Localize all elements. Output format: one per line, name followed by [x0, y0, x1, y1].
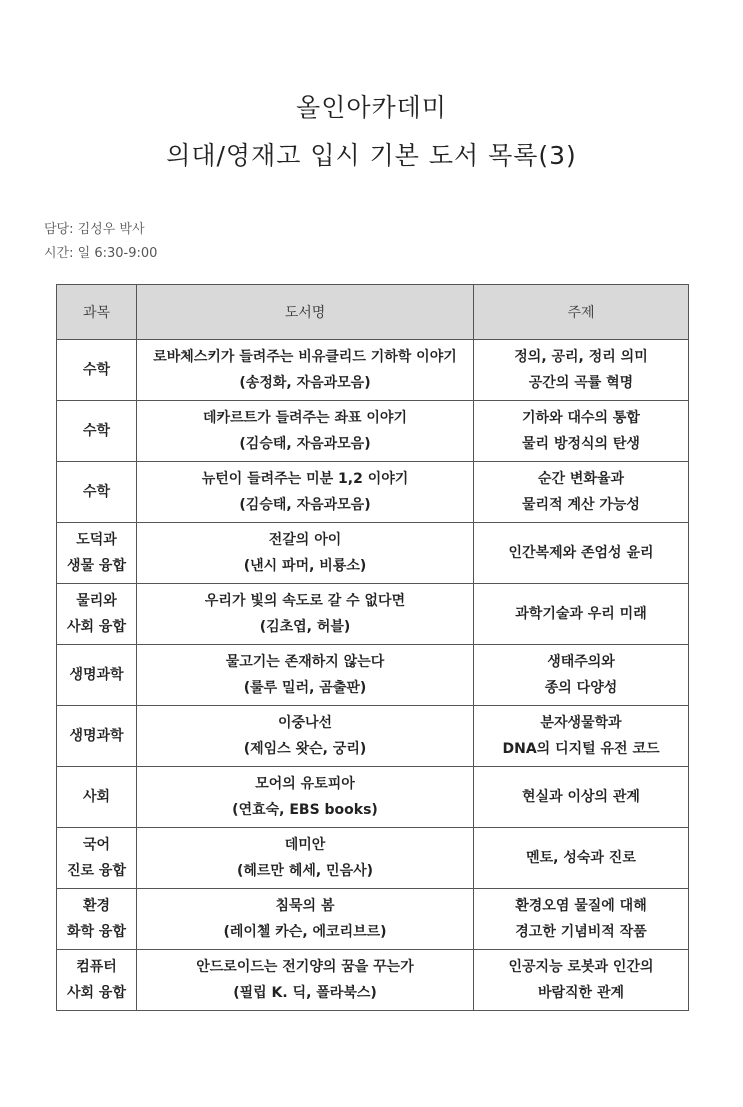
- book-cell: [137, 706, 474, 767]
- subject-cell: [57, 950, 137, 1011]
- book-line: (연효숙, EBS books): [232, 802, 378, 818]
- table-row: [57, 340, 689, 401]
- topic-cell: [474, 767, 689, 828]
- book-line: 우리가 빛의 속도로 갈 수 없다면: [204, 593, 406, 609]
- topic-line: 과학기술과 우리 미래: [515, 606, 647, 622]
- subject-cell: [57, 584, 137, 645]
- topic-line: 기하와 대수의 통합: [522, 410, 640, 426]
- subject-line: 환경: [82, 898, 111, 914]
- teacher-line: 담당: 김성우 박사: [44, 222, 145, 237]
- book-line: 전갈의 아이: [268, 532, 342, 548]
- topic-cell: [474, 462, 689, 523]
- subject-line: 사회 융합: [67, 619, 126, 635]
- topic-cell: [474, 340, 689, 401]
- book-line: 모어의 유토피아: [255, 776, 355, 792]
- topic-line: 환경오염 물질에 대해: [515, 898, 647, 914]
- topic-line: 생태주의와: [547, 654, 615, 670]
- subject-line: 국어: [82, 837, 111, 853]
- subject-cell: [57, 889, 137, 950]
- topic-line: 경고한 기념비적 작품: [515, 924, 647, 940]
- academy-name: 올인아카데미: [296, 93, 447, 122]
- book-cell: [137, 645, 474, 706]
- book-cell: [137, 889, 474, 950]
- topic-line: 인공지능 로봇과 인간의: [508, 959, 654, 975]
- subject-line: 수학: [82, 362, 111, 378]
- book-line: 안드로이드는 전기양의 꿈을 꾸는가: [196, 959, 414, 975]
- book-line: 로바체스키가 들려주는 비유클리드 기하학 이야기: [153, 349, 457, 365]
- table-row: [57, 523, 689, 584]
- topic-cell: [474, 706, 689, 767]
- subject-cell: [57, 340, 137, 401]
- subject-cell: [57, 523, 137, 584]
- subject-line: 생명과학: [69, 667, 124, 683]
- subject-line: 생명과학: [69, 728, 124, 744]
- topic-cell: [474, 828, 689, 889]
- subject-line: 화학 융합: [67, 924, 126, 940]
- topic-line: 정의, 공리, 정리 의미: [514, 349, 648, 365]
- topic-cell: [474, 950, 689, 1011]
- book-line: (김승태, 자음과모음): [239, 497, 371, 513]
- book-line: 이중나선: [277, 715, 333, 731]
- topic-line: 종의 다양성: [544, 680, 618, 696]
- table-row: [57, 950, 689, 1011]
- topic-cell: [474, 401, 689, 462]
- book-cell: [137, 950, 474, 1011]
- subject-line: 컴퓨터: [76, 959, 117, 975]
- topic-line: 물리 방정식의 탄생: [522, 436, 640, 452]
- subject-cell: [57, 462, 137, 523]
- subject-line: 도덕과: [76, 532, 117, 548]
- book-line: 물고기는 존재하지 않는다: [225, 654, 385, 670]
- header-book: 도서명: [137, 285, 474, 340]
- book-cell: [137, 584, 474, 645]
- book-list-table: [56, 284, 689, 1011]
- topic-cell: [474, 889, 689, 950]
- topic-line: 현실과 이상의 관계: [522, 789, 640, 805]
- topic-line: 바람직한 관계: [537, 985, 625, 1001]
- subject-line: 수학: [82, 484, 111, 500]
- book-list-table-wrapper: [56, 284, 688, 1011]
- document-title: [0, 84, 743, 180]
- list-title: 의대/영재고 입시 기본 도서 목록(3): [166, 141, 577, 170]
- subject-cell: [57, 828, 137, 889]
- subject-cell: [57, 706, 137, 767]
- book-line: 뉴턴이 들려주는 미분 1,2 이야기: [201, 471, 409, 487]
- time-line: 시간: 일 6:30-9:00: [44, 246, 158, 261]
- table-row: [57, 584, 689, 645]
- book-line: (레이첼 카슨, 에코리브르): [223, 924, 387, 940]
- book-line: (헤르만 헤세, 민음사): [236, 863, 374, 879]
- topic-line: 분자생물학과: [540, 715, 622, 731]
- subject-line: 수학: [82, 423, 111, 439]
- subject-line: 사회: [82, 789, 111, 805]
- header-topic: 주제: [474, 285, 689, 340]
- topic-cell: [474, 645, 689, 706]
- book-line: 데미안: [284, 837, 326, 853]
- header-subject: 과목: [57, 285, 137, 340]
- table-row: [57, 645, 689, 706]
- subject-line: 사회 융합: [67, 985, 126, 1001]
- table-header-row: [57, 285, 689, 340]
- book-line: 침묵의 봄: [275, 898, 335, 914]
- topic-cell: [474, 523, 689, 584]
- book-line: (김승태, 자음과모음): [239, 436, 371, 452]
- subject-cell: [57, 645, 137, 706]
- subject-line: 물리와: [76, 593, 117, 609]
- class-info: [44, 218, 157, 266]
- book-line: 데카르트가 들려주는 좌표 이야기: [203, 410, 407, 426]
- topic-line: 공간의 곡률 혁명: [528, 375, 634, 391]
- book-line: (제임스 왓슨, 궁리): [243, 741, 367, 757]
- book-line: (김초엽, 허블): [259, 619, 351, 635]
- book-cell: [137, 401, 474, 462]
- table-row: [57, 828, 689, 889]
- book-cell: [137, 462, 474, 523]
- book-line: (낸시 파머, 비룡소): [243, 558, 367, 574]
- subject-line: 진로 융합: [67, 863, 126, 879]
- book-cell: [137, 523, 474, 584]
- subject-cell: [57, 401, 137, 462]
- topic-line: 멘토, 성숙과 진로: [526, 850, 636, 866]
- table-row: [57, 462, 689, 523]
- topic-line: 순간 변화율과: [537, 471, 625, 487]
- table-row: [57, 889, 689, 950]
- book-cell: [137, 828, 474, 889]
- topic-line: 물리적 계산 가능성: [522, 497, 640, 513]
- book-line: (룰루 밀러, 곰출판): [243, 680, 367, 696]
- table-row: [57, 767, 689, 828]
- topic-cell: [474, 584, 689, 645]
- topic-line: 인간복제와 존엄성 윤리: [508, 545, 654, 561]
- table-row: [57, 706, 689, 767]
- book-line: (송정화, 자음과모음): [239, 375, 371, 391]
- book-cell: [137, 340, 474, 401]
- book-line: (필립 K. 딕, 폴라북스): [233, 985, 377, 1001]
- book-cell: [137, 767, 474, 828]
- subject-line: 생물 융합: [67, 558, 126, 574]
- topic-line: DNA의 디지털 유전 코드: [502, 741, 660, 757]
- subject-cell: [57, 767, 137, 828]
- table-row: [57, 401, 689, 462]
